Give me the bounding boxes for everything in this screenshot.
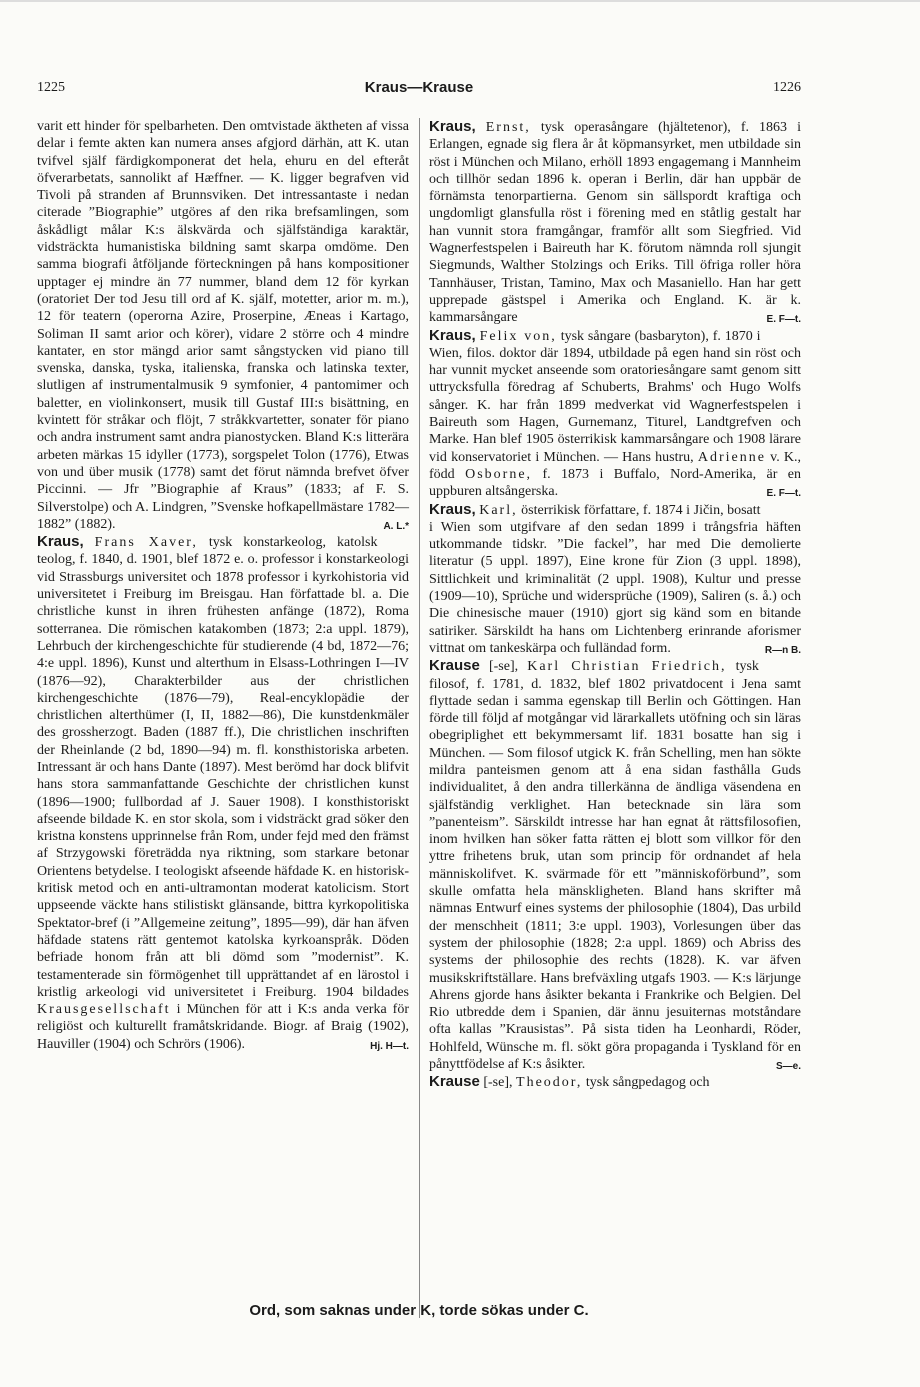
author-signature: E. F—t. <box>766 314 801 326</box>
entry-person-name: Karl Christian Friedrich, <box>527 659 727 675</box>
entry-headword: Kraus, <box>429 500 476 518</box>
entry-headword: Krause <box>429 657 480 675</box>
entry-person-name: Ernst, <box>485 120 531 135</box>
entry-kraus-ernst <box>429 118 801 327</box>
right-column <box>429 118 801 1092</box>
entry-text: tysk sångare (basbaryton), f. 1870 i Wien, filos. doktor där 1894, utbildade på egen hand sin röst och har vunnit mycket anseende som oratoriesångare samt genom sitt uttrycksfulla föredrag af Schuberts, Brahms' och Hugo Wolfs sånger. K. har från 1899 medverkat vid Wagnerfestspelen i Baireuth som Hagen, Gurnemanz, Titurel, Landtgrefven och Marke. Han blef 1905 österrikisk kammarsångare och 1908 lärare vid konservatoriet i München. — Hans hustru, <box>429 328 801 465</box>
entry-spaced-name: Adrienne <box>697 449 766 465</box>
entry-headword: Krause <box>429 1073 480 1091</box>
entry-headword: Kraus, <box>429 118 476 135</box>
entry-person-name: Felix von, <box>479 328 557 344</box>
author-signature: Hj. H—t. <box>370 1040 409 1052</box>
entry-krause-theodor <box>429 1073 801 1091</box>
entry-kraus-felix <box>429 327 801 501</box>
entry-kraus-frans-xaver <box>37 533 409 1053</box>
entry-text: varit ett hinder för spelbarheten. Den omtvistade äktheten af vissa delar i femte akten kan numera anses afgjord därhän, att K. utan tvifvel själf färdigkomponerat det hela, ehuru en del efteråt öfverarbetats, sannolikt af Hæffner. — K. ligger begrafven vid Tivoli på stranden af Brunnsviken. Det intressantaste i nedan citerade ”Biographie” utgöres af den rika brefsamlingen, som åskådligt målar K:s älskvärda och själfständiga karaktär, vidsträckta humanistiska bildning samt skarpa omdöme. Den samma biografi åtföljande förteckningen på hans kompositioner upptager ej mindre än 77 nummer, bland dem 12 för kyrkan (oratoriet Der tod Jesu till ord af K. själf, motetter, arior m. m.), 12 för teatern (operorna Azire, Proserpine, Æneas i Kartago, Soliman II samt arior och körer), vidare 2 större och 4 mindre kantater, en stor mängd arior samt sångstycken vid piano till svenska, danska, tyska, italienska, franska och latinska texter, slutligen af instrumentalmusik 9 symfonier, 4 pantomimer och baletter, en violinkonsert, musik till Gustaf III:s bisättning, en kvintett för stråkar och flöjt, 7 stråkkvartetter, sonater för piano och andra instrument samt andra pianostycken. Bland K:s litterära arbeten märkas 15 idyller (1773), sorgspelet Tolon (1776), Etwas von und über musik (1778) samt det förut nämnda brefvet öfver Piccinni. — Jfr ”Biographie af Kraus” (1833; af F. S. Silverstolpe) och A. Lindgren, ”Svenske hofkapellmästare 1782—1882” (1882). <box>37 119 409 532</box>
column-divider <box>419 118 420 1318</box>
entry-text: tysk filosof, f. 1781, d. 1832, blef 1802 privatdocent i Jena samt flyttade sedan i samma egenskap till Berlin och Göttingen. Han förde till följd af motgångar vid lärarkallets utöfning och sin läras obegriplighet ett bekymmersamt lif. 1831 bosatte han sig i München. — Som filosof utgick K. från Schelling, men han sökte mildra panteismen genom att å ena sidan fasthålla Guds individualitet, å den andra tillerkänna de ändliga väsendena en själfständig verklighet. Han betecknade sin lära som ”panenteism”. Särskildt intresse har han egnat åt rättsfilosofien, inom hvilken han söker fatta rätten ej blott som villkor för den yttre frihetens bruk, utan som princip för ordnandet af hela människolifvet. K. svärmade för ett ”människoförbund”, som skulle omfatta hela mänskligheten. Bland hans skrifter må nämnas Entwurf eines systems der philosophie (1804), Das urbild der menschheit (1811; 3:e uppl. 1903), Vorlesungen über das system der philosophie (1828; 2:a uppl. 1869) och Abriss des systems der philosophie des rechts (1828). K. var äfven musikskriftställare. Hans brefväxling utgafs 1903. — K:s lärjunge Ahrens gjorde hans åsikter bekanta i Frankrike och Belgien. Del Rio utbredde dem i Spanien, där ännu jesuiternas motståndare ofta kallas ”Krausistas”. På sista tiden ha Leonhardi, Röder, Hohlfeld, Wünsche m. fl. sökt göra propaganda i Tyskland för en pånyttfödelse af K:s åsikter. <box>429 659 801 1073</box>
entry-headword: Kraus, <box>429 326 476 344</box>
entry-pronunciation: [-se], <box>483 1075 513 1091</box>
entry-spaced-name: Osborne, <box>465 466 533 482</box>
footer-note: Ord, som saknas under K, torde sökas under C. <box>249 1302 589 1319</box>
entry-person-name: Frans Xaver, <box>94 535 198 551</box>
entry-text-tail: i München för att i K:s anda verka för religiöst och kulturellt framåtskridande. Biogr. af Braig (1902), Hauviller (1904) och Schrörs (1906). <box>37 1002 410 1052</box>
entry-spaced-term: Krausgesellschaft <box>37 1002 171 1018</box>
entry-text-tail: f. 1873 i Buffalo, Nord-Amerika, är en uppburen altsångerska. <box>429 466 802 500</box>
entry-person-name: Karl, <box>479 502 518 518</box>
entry-text: tysk konstarkeolog, katolsk teolog, f. 1840, d. 1901, blef 1872 e. o. professor i konstarkeologi vid Strassburgs universitet och 1878 professor i kyrkohistoria vid universitetet i Freiburg im Breisgau. Han författade bl. a. Die christliche kunst in ihren frühesten anfänge (1872), Roma sotterranea. Die römischen katakomben (1873; 2:a uppl. 1879), Lehrbuch der kirchengeschichte für studierende (4 bd, 1872—76; 4:e uppl. 1896), Kunst und alterthum in Elsass-Lothringen I—IV (1876—92), Charakterbilder aus der christlichen kirchengeschichte (1876—79), Real-encyklopädie der christlichen alterthümer (I, II, 1882—86), Die kunstdenkmäler des grossherzogt. Baden (1887 ff.), Die christlichen inschriften der Rheinlande (2 bd, 1890—94) m. fl. konsthistoriska arbeten. Intressant är och hans Dante (1897). Mest berömd har dock blifvit hans stora sammanfattande Geschichte der christlichen kunst (1896—1900; fullbordad af J. Sauer 1908). I konsthistoriskt afseende bildade K. en stor skola, som i vidsträckt grad söker den kristna konstens upprinnelse från Rom, under fejd med den främst af Strzygowski företrädda nya riktning, som starkare betonar Orientens betydelse. I teologiskt afseende häfdade K. en historisk-kritisk metod och en anti-ultramontan moderat katolicism. Stort uppseende väckte hans stilistiskt glänsande, bittra kyrkopolitiska Spektator-bref (i ”Allgemeine zeitung”, 1895—99), där han äfven häfdade statens rätt gentemot katolska kyrkoanspråk. Döden befriade honom från att bli dömd som ”modernist”. K. testamenterade sin förmögenhet till upprättandet af en lärostol i kristlig arkeologi vid universitetet i Freiburg. 1904 bildades <box>37 535 409 1000</box>
entry-person-name: Theodor, <box>516 1075 583 1091</box>
author-signature: A. L.* <box>383 520 409 532</box>
left-column <box>37 118 409 1055</box>
entry-text: tysk sångpedagog och <box>585 1075 710 1091</box>
entry-headword: Kraus, <box>37 533 84 551</box>
left-page-number: 1225 <box>37 80 65 95</box>
page-header <box>37 80 801 100</box>
page-top-edge <box>0 0 920 2</box>
right-page-number: 1226 <box>773 80 801 95</box>
entry-text-mid: v. K., född <box>429 449 801 482</box>
author-signature: R—n B. <box>764 644 801 656</box>
author-signature: E. F—t. <box>766 488 801 500</box>
entry-continuation <box>37 118 409 533</box>
entry-krause-karl-christian <box>429 657 801 1073</box>
author-signature: S—e. <box>775 1061 801 1073</box>
entry-kraus-karl <box>429 501 801 658</box>
entry-pronunciation: [-se], <box>488 659 519 675</box>
entry-text: österrikisk författare, f. 1874 i Jičin, bosatt i Wien som utgifvare af den sedan 1899 i trångsfria häften utkommande tidskr. ”Die fackel”, har med Die demolierte literatur (5 uppl. 1897), Eine krone für Zion (3 uppl. 1898), Sittlichkeit und kriminalität (2 uppl. 1908), Kultur und presse (1909—10), Sprüche und widersprüche (1909), Saliren (s. å.) och Die chinesische mauer (1910) gjort sig känd som en bitande satiriker. Särskildt ha hans om Lichtenberg erinrande aforismer vittnat om tankeskärpa och fulländad form. <box>429 502 801 656</box>
entry-text: tysk operasångare (hjältetenor), f. 1863 i Erlangen, egnade sig flera år åt köpmansyrket, men utbildade sin röst i München och Milano, erhöll 1893 engagemang i Mannheim och tillhör sedan 1896 k. operan i Berlin, där han uppbär de förnämsta tenorpartierna. Genom sin sällspordt kraftiga och ungdomligt glansfulla röst i förening med en ståtlig gestalt har han vunnit stora framgångar, framför allt som Siegfried. Vid Wagnerfestspelen i Baireuth har K. förutom nämnda roll sjungit Siegmunds, Walther Stolzings och Eriks. Till öfriga roller höra Tannhäuser, Tristan, Tamino, Max och Masaniello. Han har gett upprepade gästspel i Amerika och England. K. är k. kammarsångare <box>429 120 801 326</box>
running-title: Kraus—Krause <box>364 79 474 96</box>
